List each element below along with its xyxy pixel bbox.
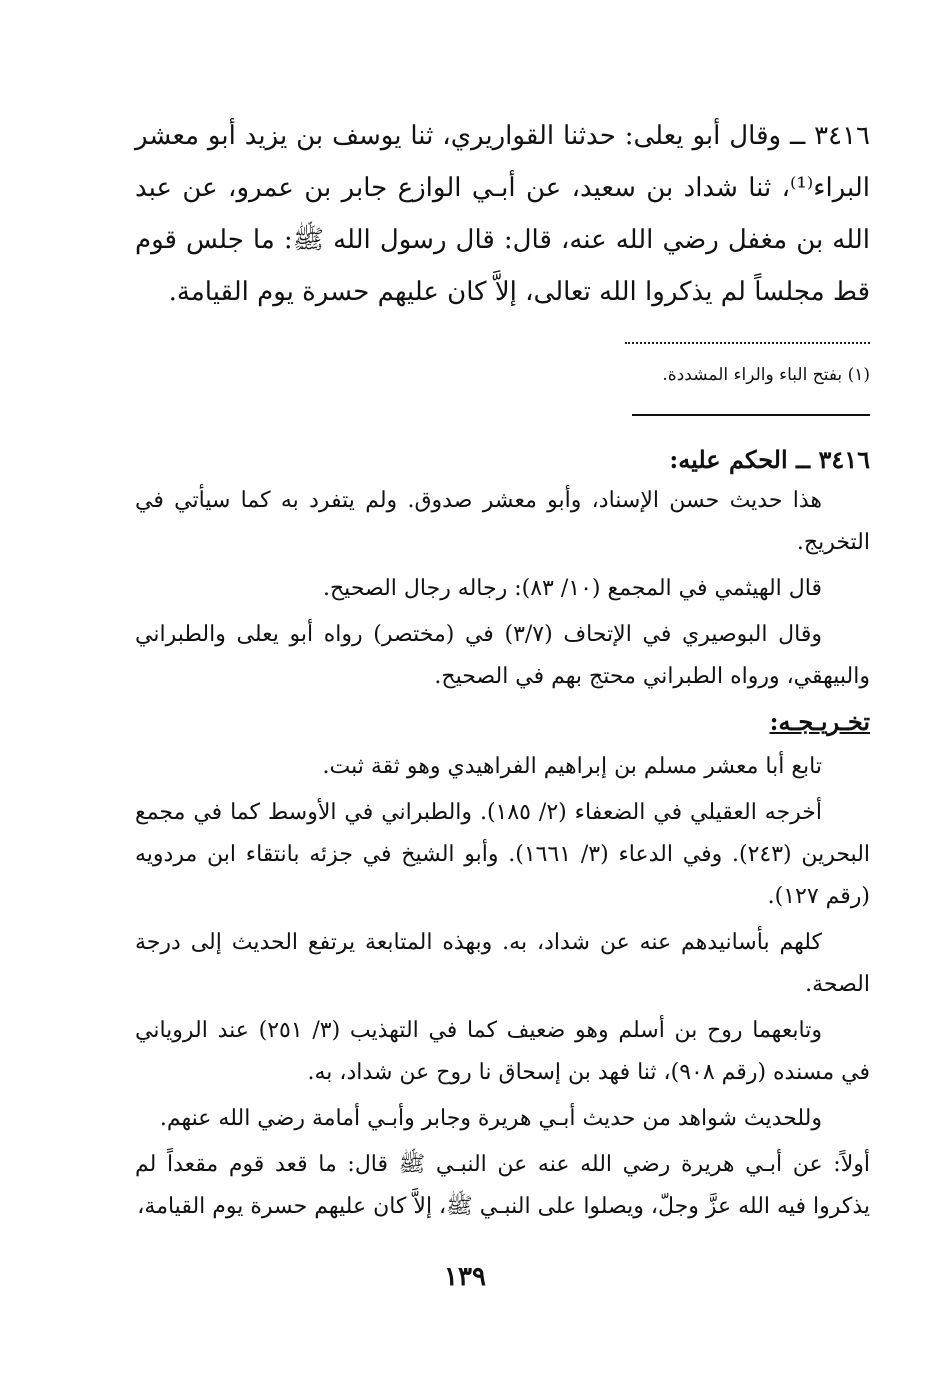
- takhrij-paragraph-3: كلهم بأسانيدهم عنه عن شداد، به. وبهذه المتابعة يرتفع الحديث إلى درجة الصحة.: [135, 930, 870, 997]
- section-heading-hukm: ٣٤١٦ ــ الحكم عليه:: [669, 445, 870, 474]
- takhrij-paragraph-2: أخرجه العقيلي في الضعفاء (٢/ ١٨٥). والطبراني في الأوسط كما في مجمع البحرين (٢٤٣). وفي الدعاء (٣/ ١٦٦١). وأبو الشيخ في جزئه بانتقاء ابن مردويه (رقم ١٢٧).: [135, 800, 871, 909]
- takhrij-paragraph-5: وللحديث شواهد من حديث أبـي هريرة وجابر وأبـي أمامة رضي الله عنهم.: [159, 1106, 822, 1131]
- hadith-paragraph: ٣٤١٦ ــ وقال أبو يعلى: حدثنا القواريري، ثنا يوسف بن يزيد أبو معشر البراء⁽¹⁾، ثنا شداد بن سعيد، عن أبـي الوازع جابر بن عمرو، عن عبد الله بن مغفل رضي الله عنه، قال: قال رسول الله ﷺ: ما جلس قوم قط مجلساً لم يذكروا الله تعالى، إلاَّ كان عليهم حسرة يوم القيامة.: [135, 121, 870, 307]
- takhrij-paragraph-4: وتابعهما روح بن أسلم وهو ضعيف كما في التهذيب (٣/ ٢٥١) عند الروياني في مسنده (رقم ٩٠٨)، ثنا فهد بن إسحاق نا روح عن شداد، به.: [135, 1018, 870, 1085]
- takhrij-paragraph-6: أولاً: عن أبـي هريرة رضي الله عنه عن النبـي ﷺ قال: ما قعد قوم مقعداً لم يذكروا فيه الله عزَّ وجلّ، ويصلوا على النبـي ﷺ، إلاَّ كان عليهم حسرة يوم القيامة،: [135, 1152, 870, 1219]
- footnote-separator-dots: [625, 342, 870, 346]
- footnote: (١) بفتح الباء والراء المشددة.: [662, 365, 870, 385]
- hukm-paragraph-1: هذا حديث حسن الإسناد، وأبو معشر صدوق. ولم يتفرد به كما سيأتي في التخريج.: [135, 488, 870, 555]
- page-content: [135, 110, 870, 1232]
- takhrij-section: [135, 746, 870, 1228]
- page-number: ١٣٩: [444, 1262, 486, 1292]
- hukm-section: [135, 480, 870, 698]
- hukm-paragraph-2: قال الهيثمي في المجمع (١٠/ ٨٣): رجاله رجال الصحيح.: [322, 576, 822, 601]
- hukm-paragraph-3: وقال البوصيري في الإتحاف (٣/٧) في (مختصر) رواه أبو يعلى والطبراني والبيهقي، ورواه الطبراني محتج بهم في الصحيح.: [135, 622, 870, 689]
- takhrij-paragraph-1: تابع أبا معشر مسلم بن إبراهيم الفراهيدي وهو ثقة ثبت.: [322, 754, 822, 779]
- section-heading-takhrij: تخـريـجـه:: [769, 707, 870, 736]
- hadith-main-text: [135, 110, 870, 318]
- section-divider: [632, 414, 870, 416]
